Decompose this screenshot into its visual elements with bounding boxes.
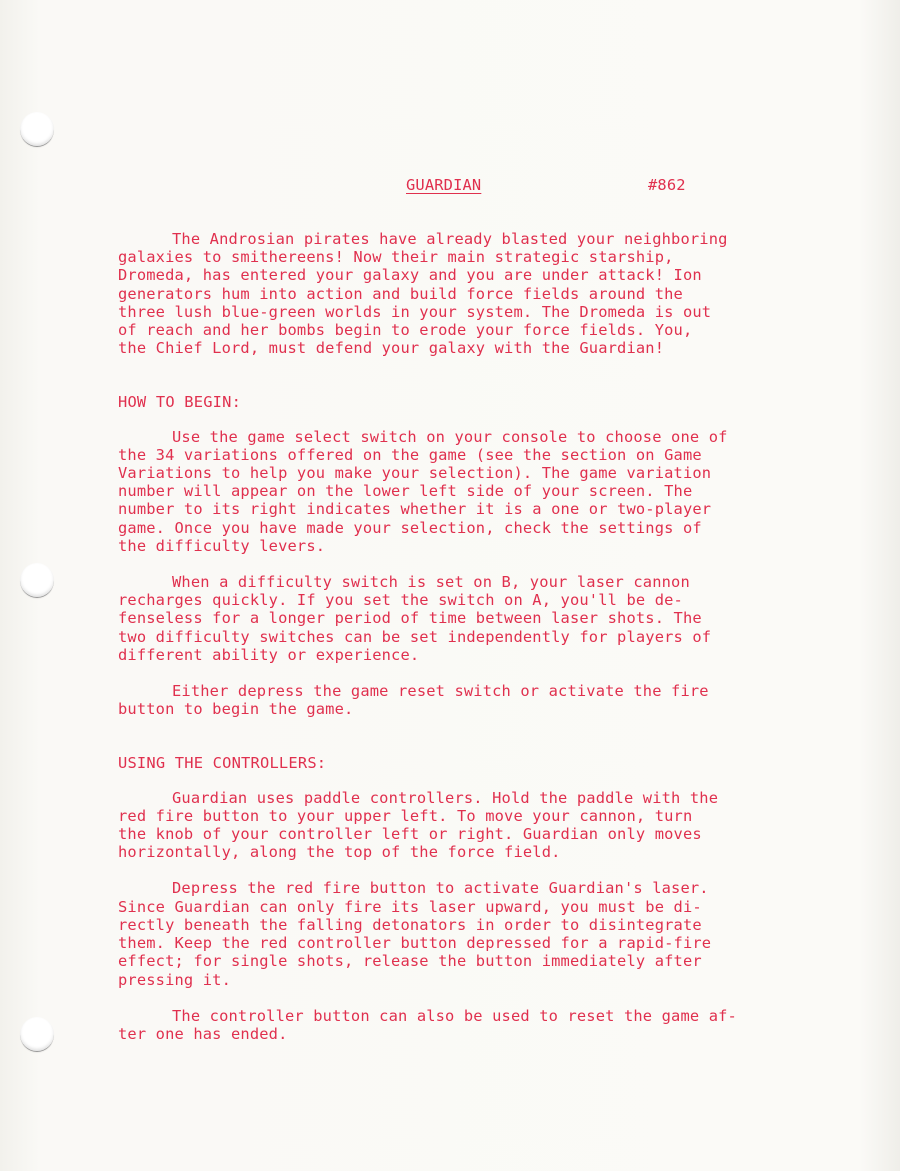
- title-row: [118, 170, 818, 194]
- binder-hole-top: [20, 112, 54, 147]
- how-to-begin-paragraph-2: When a difficulty switch is set on B, your laser cannon recharges quickly. If you set the switch on A, you'll be de- fenseless for a longer period of time between laser shots. The two difficulty switches can be set independently for players of different ability or experience.: [118, 573, 712, 664]
- document-body: [118, 170, 818, 1061]
- controllers-heading: USING THE CONTROLLERS:: [118, 754, 327, 773]
- how-to-begin-heading: HOW TO BEGIN:: [118, 393, 242, 412]
- binder-hole-middle: [20, 563, 54, 598]
- how-to-begin-section: [118, 393, 818, 718]
- controllers-section: [118, 754, 818, 1043]
- intro-section: [118, 230, 818, 357]
- binder-hole-bottom: [20, 1017, 54, 1052]
- document-number: #862: [648, 176, 686, 194]
- controllers-paragraph-2: Depress the red fire button to activate Guardian's laser. Since Guardian can only fire its laser upward, you must be di- rectly beneath the falling detonators in order to disintegrate them. Keep the red controller button depressed for a rapid-fire effect; for single shots, release the button immediately after pressing it.: [118, 879, 712, 989]
- document-title: GUARDIAN: [406, 176, 482, 194]
- controllers-paragraph-3: The controller button can also be used to reset the game af- ter one has ended.: [118, 1006, 737, 1043]
- how-to-begin-paragraph-3: Either depress the game reset switch or activate the fire button to begin the game.: [118, 682, 709, 719]
- controllers-paragraph-1: Guardian uses paddle controllers. Hold the paddle with the red fire button to your upper left. To move your cannon, turn the knob of your controller left or right. Guardian only moves horizontally, along the top of the force field.: [118, 788, 719, 862]
- intro-paragraph: The Androsian pirates have already blasted your neighboring galaxies to smithereens! Now their main strategic starship, Dromeda, has entered your galaxy and you are under attack! Ion generators hum into action and build force fields around the three lush blue-green worlds in your system. The Dromeda is out of reach and her bombs begin to erode your force fields. You, the Chief Lord, must defend your galaxy with the Guardian!: [118, 230, 728, 358]
- how-to-begin-paragraph-1: Use the game select switch on your console to choose one of the 34 variations offered on the game (see the section on Game Variations to help you make your selection). The game variation number will appear on the lower left side of your screen. The number to its right indicates whether it is a one or two-player game. Once you have made your selection, check the settings of the difficulty levers.: [118, 427, 728, 555]
